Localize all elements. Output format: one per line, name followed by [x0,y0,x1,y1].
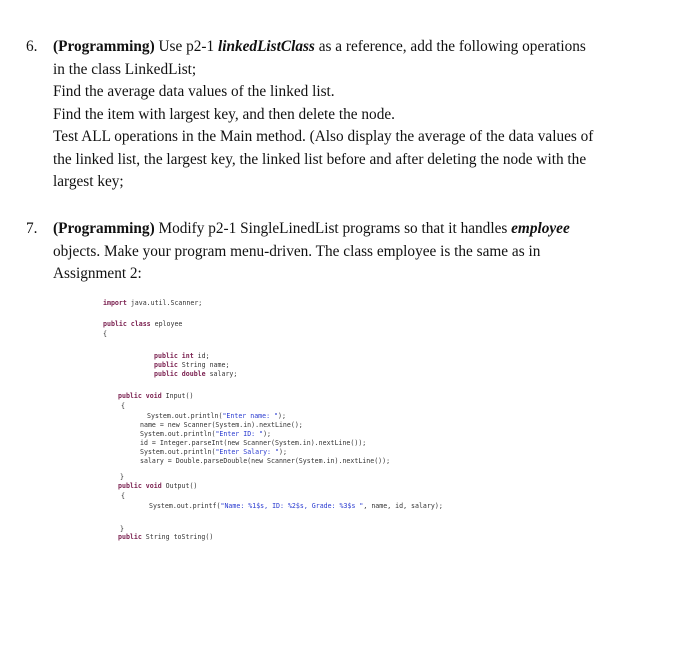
code-line [149,502,443,510]
code-text: id; [193,352,210,360]
code-line: } [120,525,124,533]
code-keyword: public int [154,352,194,360]
q6-line-5: Test ALL operations in the Main method. (Also display the average of the data values of [53,128,594,145]
code-text: String name; [177,361,230,369]
code-line [118,392,193,400]
code-line: salary = Double.parseDouble(new Scanner(System.in).nextLine()); [140,457,391,465]
code-string: "Enter Salary: " [215,448,279,456]
code-line: id = Integer.parseInt(new Scanner(System.in).nextLine()); [140,439,367,447]
question-7-body [53,218,676,286]
code-text: ); [278,448,287,456]
q6-line-6: the linked list, the largest key, the linked list before and after deleting the node with the [53,150,587,168]
code-text: Output() [161,482,198,490]
code-text: ); [263,430,272,438]
code-line [154,370,237,378]
question-6-number: 6. [26,38,38,55]
question-7-number: 7. [26,220,38,237]
question-6-body [53,36,676,194]
code-line: { [121,402,125,410]
code-string: "Enter ID: " [215,430,264,438]
q6-line-1-post: as a reference, add the following operations [318,38,586,55]
q7-line-3: Assignment 2: [53,265,142,282]
q7-line-1-pre: Modify p2-1 SingleLinedList programs so that it handles [158,220,508,237]
question-7 [26,218,676,286]
code-text: String toString() [141,533,214,541]
code-line [154,361,229,369]
q6-line-3: Find the average data values of the linked list. [53,83,335,100]
q7-line-1 [53,218,676,241]
code-text: System.out.println( [147,412,223,420]
code-keyword: public void [118,392,162,400]
code-line [118,482,197,490]
code-text: eployee [150,320,183,328]
code-text: java.util.Scanner; [126,299,203,307]
q6-line-1 [53,36,676,59]
code-text: salary; [205,370,238,378]
code-keyword: import [103,299,127,307]
code-text: System.out.println( [140,448,216,456]
q6-class-name: linkedListClass [217,38,315,55]
code-line: } [120,473,124,481]
code-line: name = new Scanner(System.in).nextLine(); [140,421,303,429]
code-line [140,448,287,456]
code-keyword: public [154,361,178,369]
code-line [147,412,286,420]
q6-line-4: Find the item with largest key, and then delete the node. [53,105,395,123]
code-keyword: public [118,533,142,541]
code-string: "Name: %1$s, ID: %2$s, Grade: %3$s " [220,502,364,510]
q6-line-1-pre: Use p2-1 [158,38,215,55]
code-line [118,533,213,541]
code-keyword: public void [118,482,162,490]
code-line [140,430,271,438]
q7-emphasis: employee [511,220,570,237]
q6-line-2: in the class LinkedList; [53,60,197,78]
q7-label: (Programming) [53,220,155,237]
code-text: System.out.println( [140,430,216,438]
code-text: System.out.printf( [149,502,221,510]
code-keyword: public class [103,320,151,328]
code-text: , name, id, salary); [363,502,443,510]
code-keyword: public double [154,370,206,378]
code-line: { [121,492,125,500]
code-text: Input() [161,392,194,400]
code-line [103,320,182,328]
code-line [103,299,202,307]
code-line: { [103,330,107,338]
code-text: ); [278,412,286,420]
q6-line-7: largest key; [53,173,124,190]
question-6 [26,36,676,194]
code-line [154,352,210,360]
code-string: "Enter name: " [222,412,279,420]
q6-label: (Programming) [53,38,155,55]
q7-line-2: objects. Make your program menu-driven. The class employee is the same as in [53,242,541,260]
